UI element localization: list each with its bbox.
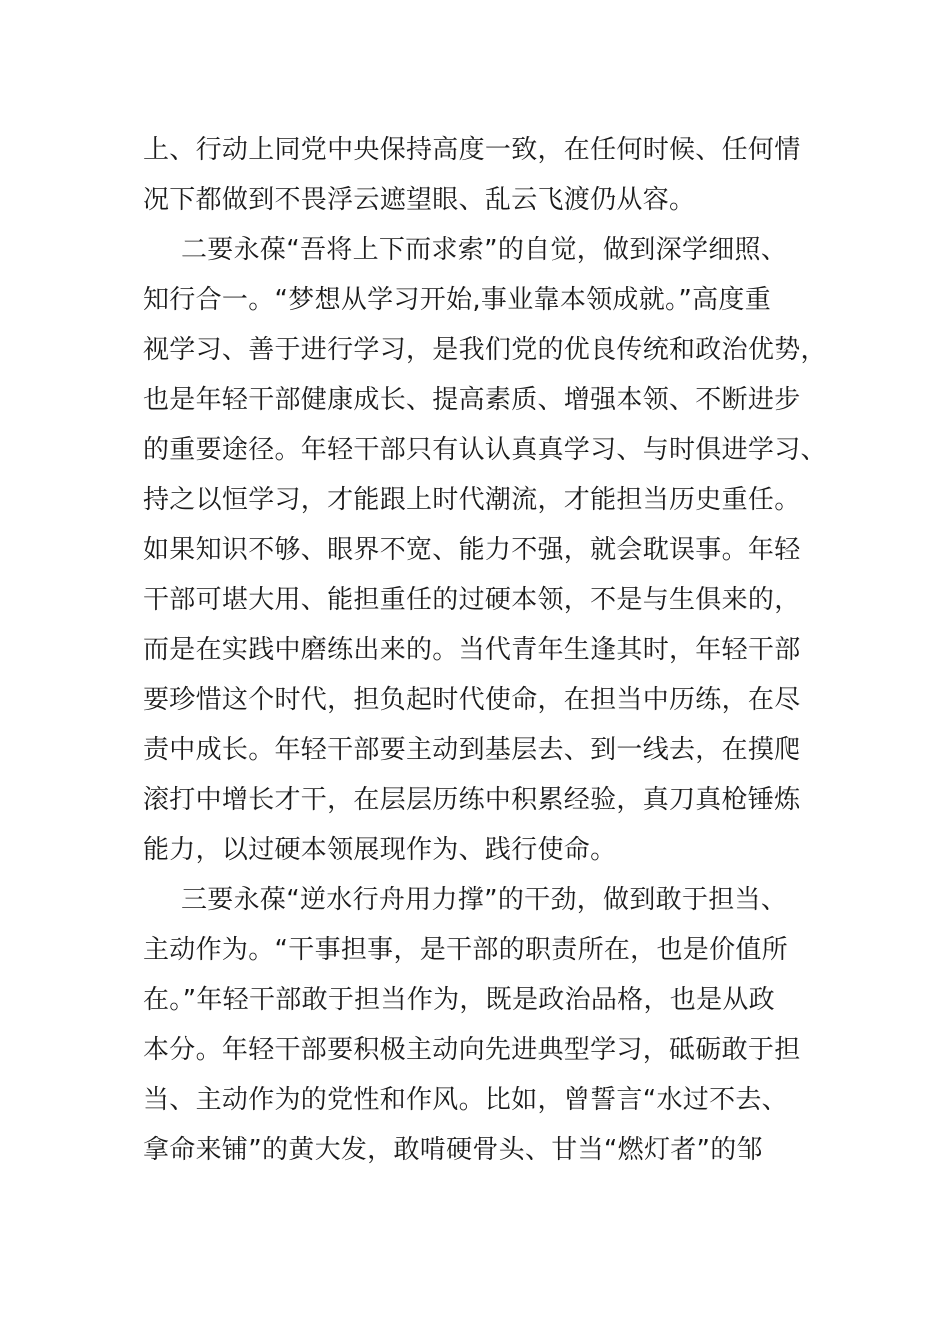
text-line: 当、主动作为的党性和作风。比如，曾誓言“水过不去、 <box>143 1085 788 1115</box>
text-line: 况下都做到不畏浮云遮望眼、乱云飞渡仍从容。 <box>143 185 696 215</box>
text-line: 在。”年轻干部敢于担当作为，既是政治品格，也是从政 <box>143 985 775 1015</box>
text-line: 的重要途径。年轻干部只有认认真真学习、与时俱进学习、 <box>143 435 827 465</box>
paragraph-start-line: 二要永葆“吾将上下而求索”的自觉，做到深学细照、 <box>181 235 788 265</box>
text-line: 视学习、善于进行学习，是我们党的优良传统和政治优势， <box>143 335 827 365</box>
text-line: 滚打中增长才干，在层层历练中积累经验，真刀真枪锤炼 <box>143 785 801 815</box>
text-line: 拿命来铺”的黄大发，敢啃硬骨头、甘当“燃灯者”的邹 <box>143 1135 763 1165</box>
text-line: 要珍惜这个时代，担负起时代使命，在担当中历练，在尽 <box>143 685 801 715</box>
text-line: 持之以恒学习，才能跟上时代潮流，才能担当历史重任。 <box>143 485 801 515</box>
body-text <box>143 125 827 1175</box>
text-line: 责中成长。年轻干部要主动到基层去、到一线去，在摸爬 <box>143 735 801 765</box>
text-line: 也是年轻干部健康成长、提高素质、增强本领、不断进步 <box>143 385 801 415</box>
text-line: 而是在实践中磨练出来的。当代青年生逢其时，年轻干部 <box>143 635 801 665</box>
text-line: 知行合一。“梦想从学习开始,事业靠本领成就。”高度重 <box>143 285 772 315</box>
text-line: 本分。年轻干部要积极主动向先进典型学习，砥砺敢于担 <box>143 1035 801 1065</box>
paragraph-start-line: 三要永葆“逆水行舟用力撑”的干劲，做到敢于担当、 <box>181 885 788 915</box>
text-line: 主动作为。“干事担事，是干部的职责所在，也是价值所 <box>143 935 788 965</box>
text-line: 上、行动上同党中央保持高度一致，在任何时候、任何情 <box>143 135 801 165</box>
text-line: 能力，以过硬本领展现作为、践行使命。 <box>143 835 617 865</box>
text-line: 干部可堪大用、能担重任的过硬本领，不是与生俱来的， <box>143 585 801 615</box>
text-line: 如果知识不够、眼界不宽、能力不强，就会耽误事。年轻 <box>143 535 801 565</box>
